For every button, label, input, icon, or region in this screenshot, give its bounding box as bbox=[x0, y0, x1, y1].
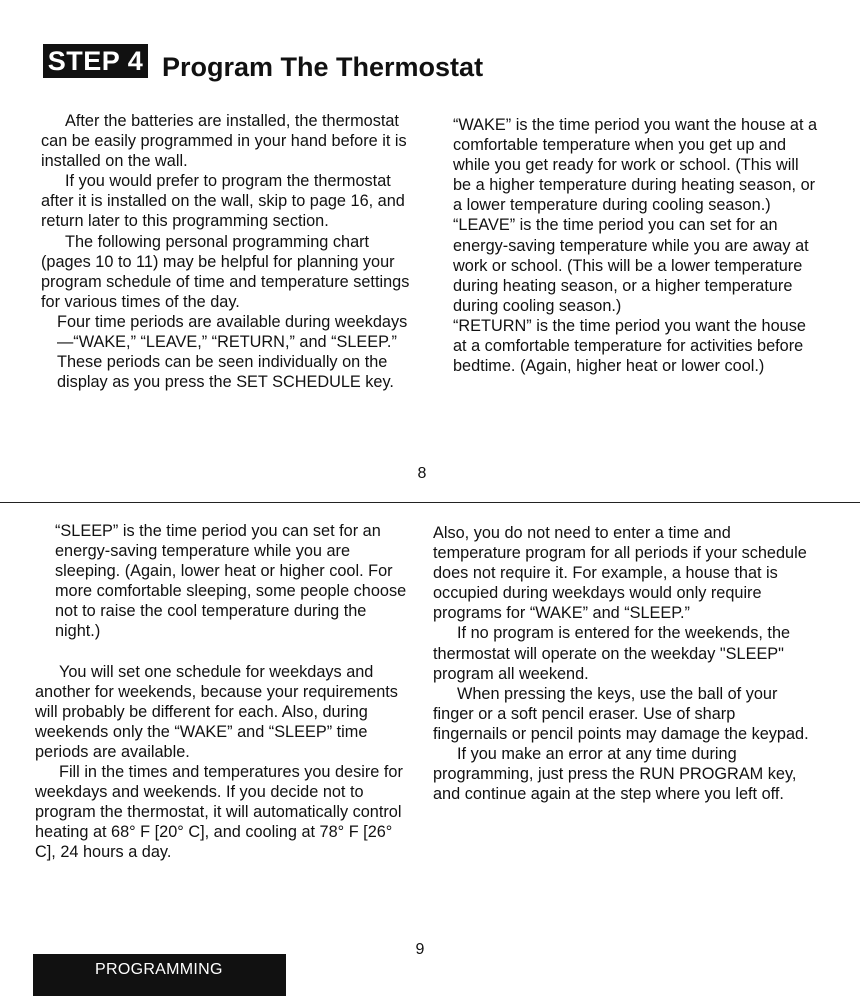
paragraph: You will set one schedule for weekdays and another for weekends, because your requirements will probably be different for each. Also, during weekends only the “WAKE” and “SLEEP” time periods are available. bbox=[35, 662, 398, 761]
paragraph: If you would prefer to program the thermostat after it is installed on the wall, skip to page 16, and return later to this programming section. bbox=[41, 172, 405, 231]
paragraph: When pressing the keys, use the ball of your finger or a soft pencil eraser. Use of sharp fingernails or pencil points may damage the keypad. bbox=[433, 684, 809, 743]
paragraph: If no program is entered for the weekends, the thermostat will operate on the weekday "SLEEP" program all weekend. bbox=[433, 624, 791, 683]
paragraph: After the batteries are installed, the thermostat can be easily programmed in your hand before it is installed on the wall. bbox=[41, 112, 407, 171]
paragraph: The following personal programming chart (pages 10 to 11) may be helpful for planning your program schedule of time and temperature settings for various times of the day. bbox=[41, 232, 410, 311]
step-badge: STEP 4 bbox=[43, 44, 148, 78]
page9-right-column bbox=[433, 523, 811, 804]
paragraph: “LEAVE” is the time period you can set for an energy-saving temperature while you are away at work or school. (This will be a lower temperature during heating season, or a higher temperature during cooling season.) bbox=[453, 216, 809, 315]
page9-left-column bbox=[35, 521, 415, 863]
paragraph: Also, you do not need to enter a time and temperature program for all periods if your schedule does not require it. For example, a house that is occupied during weekdays would only require programs for “WAKE” and “SLEEP.” bbox=[433, 524, 807, 623]
page-title: Program The Thermostat bbox=[162, 52, 484, 82]
page-number: 9 bbox=[415, 941, 425, 958]
page8-left-column bbox=[41, 111, 413, 392]
paragraph: “SLEEP” is the time period you can set for an energy-saving temperature while you are sleeping. (Again, lower heat or higher cool. For more comfortable sleeping, some people choose not to raise the cool temperature during the night.) bbox=[55, 522, 407, 641]
page-divider bbox=[0, 502, 860, 503]
page-number: 8 bbox=[417, 465, 427, 482]
paragraph: “WAKE” is the time period you want the house at a comfortable temperature when you get up and while you get ready for work or school. (This will be a higher temperature during heating season, or a lower temperature during cooling season.) bbox=[453, 116, 818, 215]
paragraph: Four time periods are available during weekdays—“WAKE,” “LEAVE,” “RETURN,” and “SLEEP.” These periods can be seen individually on the display as you press the SET SCHEDULE key. bbox=[57, 312, 408, 392]
paragraph: If you make an error at any time during programming, just press the RUN PROGRAM key, and continue again at the step where you left off. bbox=[433, 745, 797, 804]
paragraph: Fill in the times and temperatures you desire for weekdays and weekends. If you decide not to program the thermostat, it will automatically control heating at 68° F [20° C], and cooling at 78° F [26° C], 24 hours a day. bbox=[35, 763, 403, 862]
paragraph: “RETURN” is the time period you want the house at a comfortable temperature for activities before bedtime. (Again, higher heat or lower cool.) bbox=[453, 316, 806, 376]
page8-right-column bbox=[453, 115, 818, 376]
section-footer-bar: PROGRAMMING bbox=[33, 954, 286, 996]
